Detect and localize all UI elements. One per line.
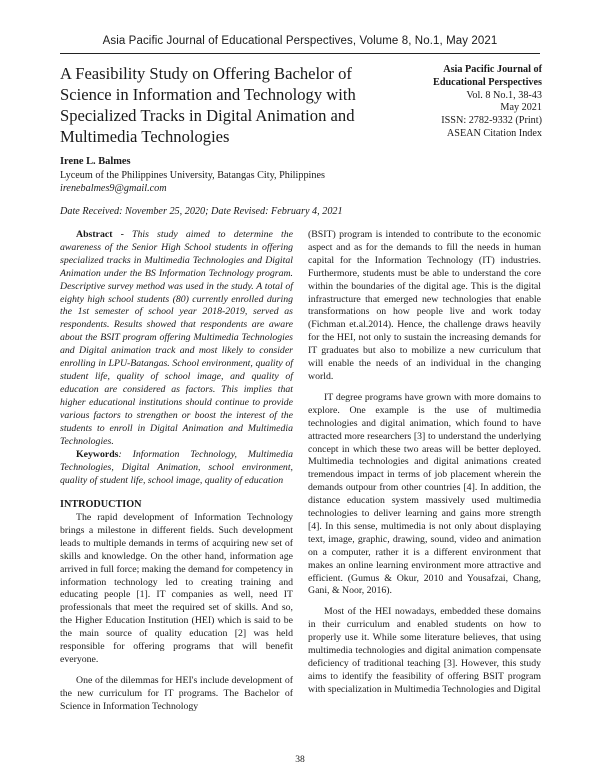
journal-date: May 2021 (500, 102, 542, 114)
left-column (60, 229, 293, 714)
author-affiliation: Lyceum of the Philippines University, Batangas City, Philippines (60, 170, 325, 181)
author-name: Irene L. Balmes (60, 156, 131, 167)
abstract (60, 229, 293, 448)
journal-name-line2: Educational Perspectives (433, 76, 542, 88)
right-paragraph-2: IT degree programs have grown with more domains to explore. One example is the use of multimedia technologies and digital animation, which found to have attracted more researchers [3] to understand the underlying concept in which these two areas will be better deployed. Multimedia technologies and digital animations created tremendous impact in terms of job placement wherein the demands outpour from other countries [4]. In addition, the distance education system massively used multimedia technologies to deliver learning and gains more strength [4]. In this sense, multimedia is not only about displaying text, image, graphic, drawing, sound, video and animation on a computer, rather it is a different environment that makes an online learning environment more attractive and efficient. (Gumus & Okur, 2010 and Yousafzai, Chang, Gani, & Noor, 2016). (308, 391, 541, 597)
journal-volume: Vol. 8 No.1, 38-43 (466, 89, 542, 101)
journal-info (392, 64, 542, 141)
keywords-label: Keywords (76, 449, 119, 461)
intro-paragraph-1: The rapid development of Information Technology brings a milestone in different fields. Such development leads to multiple demands in terms of acquiring new set of skills and knowledge. On the other hand, information age arrived in full force; making the demand for competency in information technology led to creating training and educating people [1]. IT companies as well, need IT professionals that meet the required set of skills. And so, the Higher Education Institution (HEI) which is said to be the main source of quality education [2] was held responsible for offering programs that will benefit everyone. (60, 512, 293, 665)
intro-paragraph-2: One of the dilemmas for HEI's include development of the new curriculum for IT programs. The Bachelor of Science in Information Technology (60, 674, 293, 712)
abstract-label: Abstract - (76, 229, 133, 240)
abstract-text: This study aimed to determine the awareness of the Senior High School students in offering specialized tracks in Multimedia Technologies and Digital Animation under the BS Information Technology program. Descriptive survey method was used in the study. A total of eighty high school students (80) currently enrolled during the 1st semester of school year 2018-2019, served as respondents. Results showed that respondents are aware about the BSIT program offering Multimedia Technologies and Digital animation track and most likely to consider enrolling in LPU-Batangas. School environment, quality of student life, quality of school image, and quality of education are considered as factors. This implies that higher educational institutions should continue to provide various factors to strengthen or boost the interest of the students to enroll in Digital Animation and Multimedia Technologies. (60, 229, 293, 447)
author-email: irenebalmes9@gmail.com (60, 183, 167, 194)
right-column (308, 229, 541, 697)
journal-issn: ISSN: 2782-9332 (Print) (441, 115, 542, 127)
submission-dates: Date Received: November 25, 2020; Date Revised: February 4, 2021 (60, 206, 343, 217)
header-rule (60, 53, 540, 54)
paper-title: A Feasibility Study on Offering Bachelor of Science in Information and Technology with Specialized Tracks in Digital Animation and Multimedia Technologies (60, 64, 356, 146)
right-paragraph-1: (BSIT) program is intended to contribute to the economic aspect and as for the demands to fill the needs in human capital for the Information Technology (IT) industries. Furthermore, students must be able to understand the core within the boundaries of the digital age. This is the digital infrastructure that emerged new technologies that enable transformations on how people live and work today (Fichman et.al.2014). Hence, the challenge draws heavily for the HEI, not only to sustain the increasing demands for IT graduates but also to mobilize a new curriculum that will enable the needs of an individual in the changing world. (308, 229, 541, 382)
journal-name-line1: Asia Pacific Journal of (443, 64, 542, 75)
keywords (60, 449, 293, 488)
introduction-heading: INTRODUCTION (60, 499, 142, 511)
journal-index: ASEAN Citation Index (446, 127, 542, 139)
page-number: 38 (295, 754, 305, 765)
journal-header: Asia Pacific Journal of Educational Perspectives, Volume 8, No.1, May 2021 (102, 35, 498, 47)
keywords-text: : Information Technology, Multimedia Technologies, Digital Animation, school environment, quality of student life, school image, quality of education (60, 449, 293, 487)
right-paragraph-3: Most of the HEI nowadays, embedded these domains in their curriculum and enabled students on how to properly use it. While some literature believes, that using multimedia technologies and digital animation compensate deficiency of traditional teaching [3]. However, this study aims to identify the feasibility of offering BSIT program with specialization in Multimedia Technologies and Digital (308, 606, 541, 695)
